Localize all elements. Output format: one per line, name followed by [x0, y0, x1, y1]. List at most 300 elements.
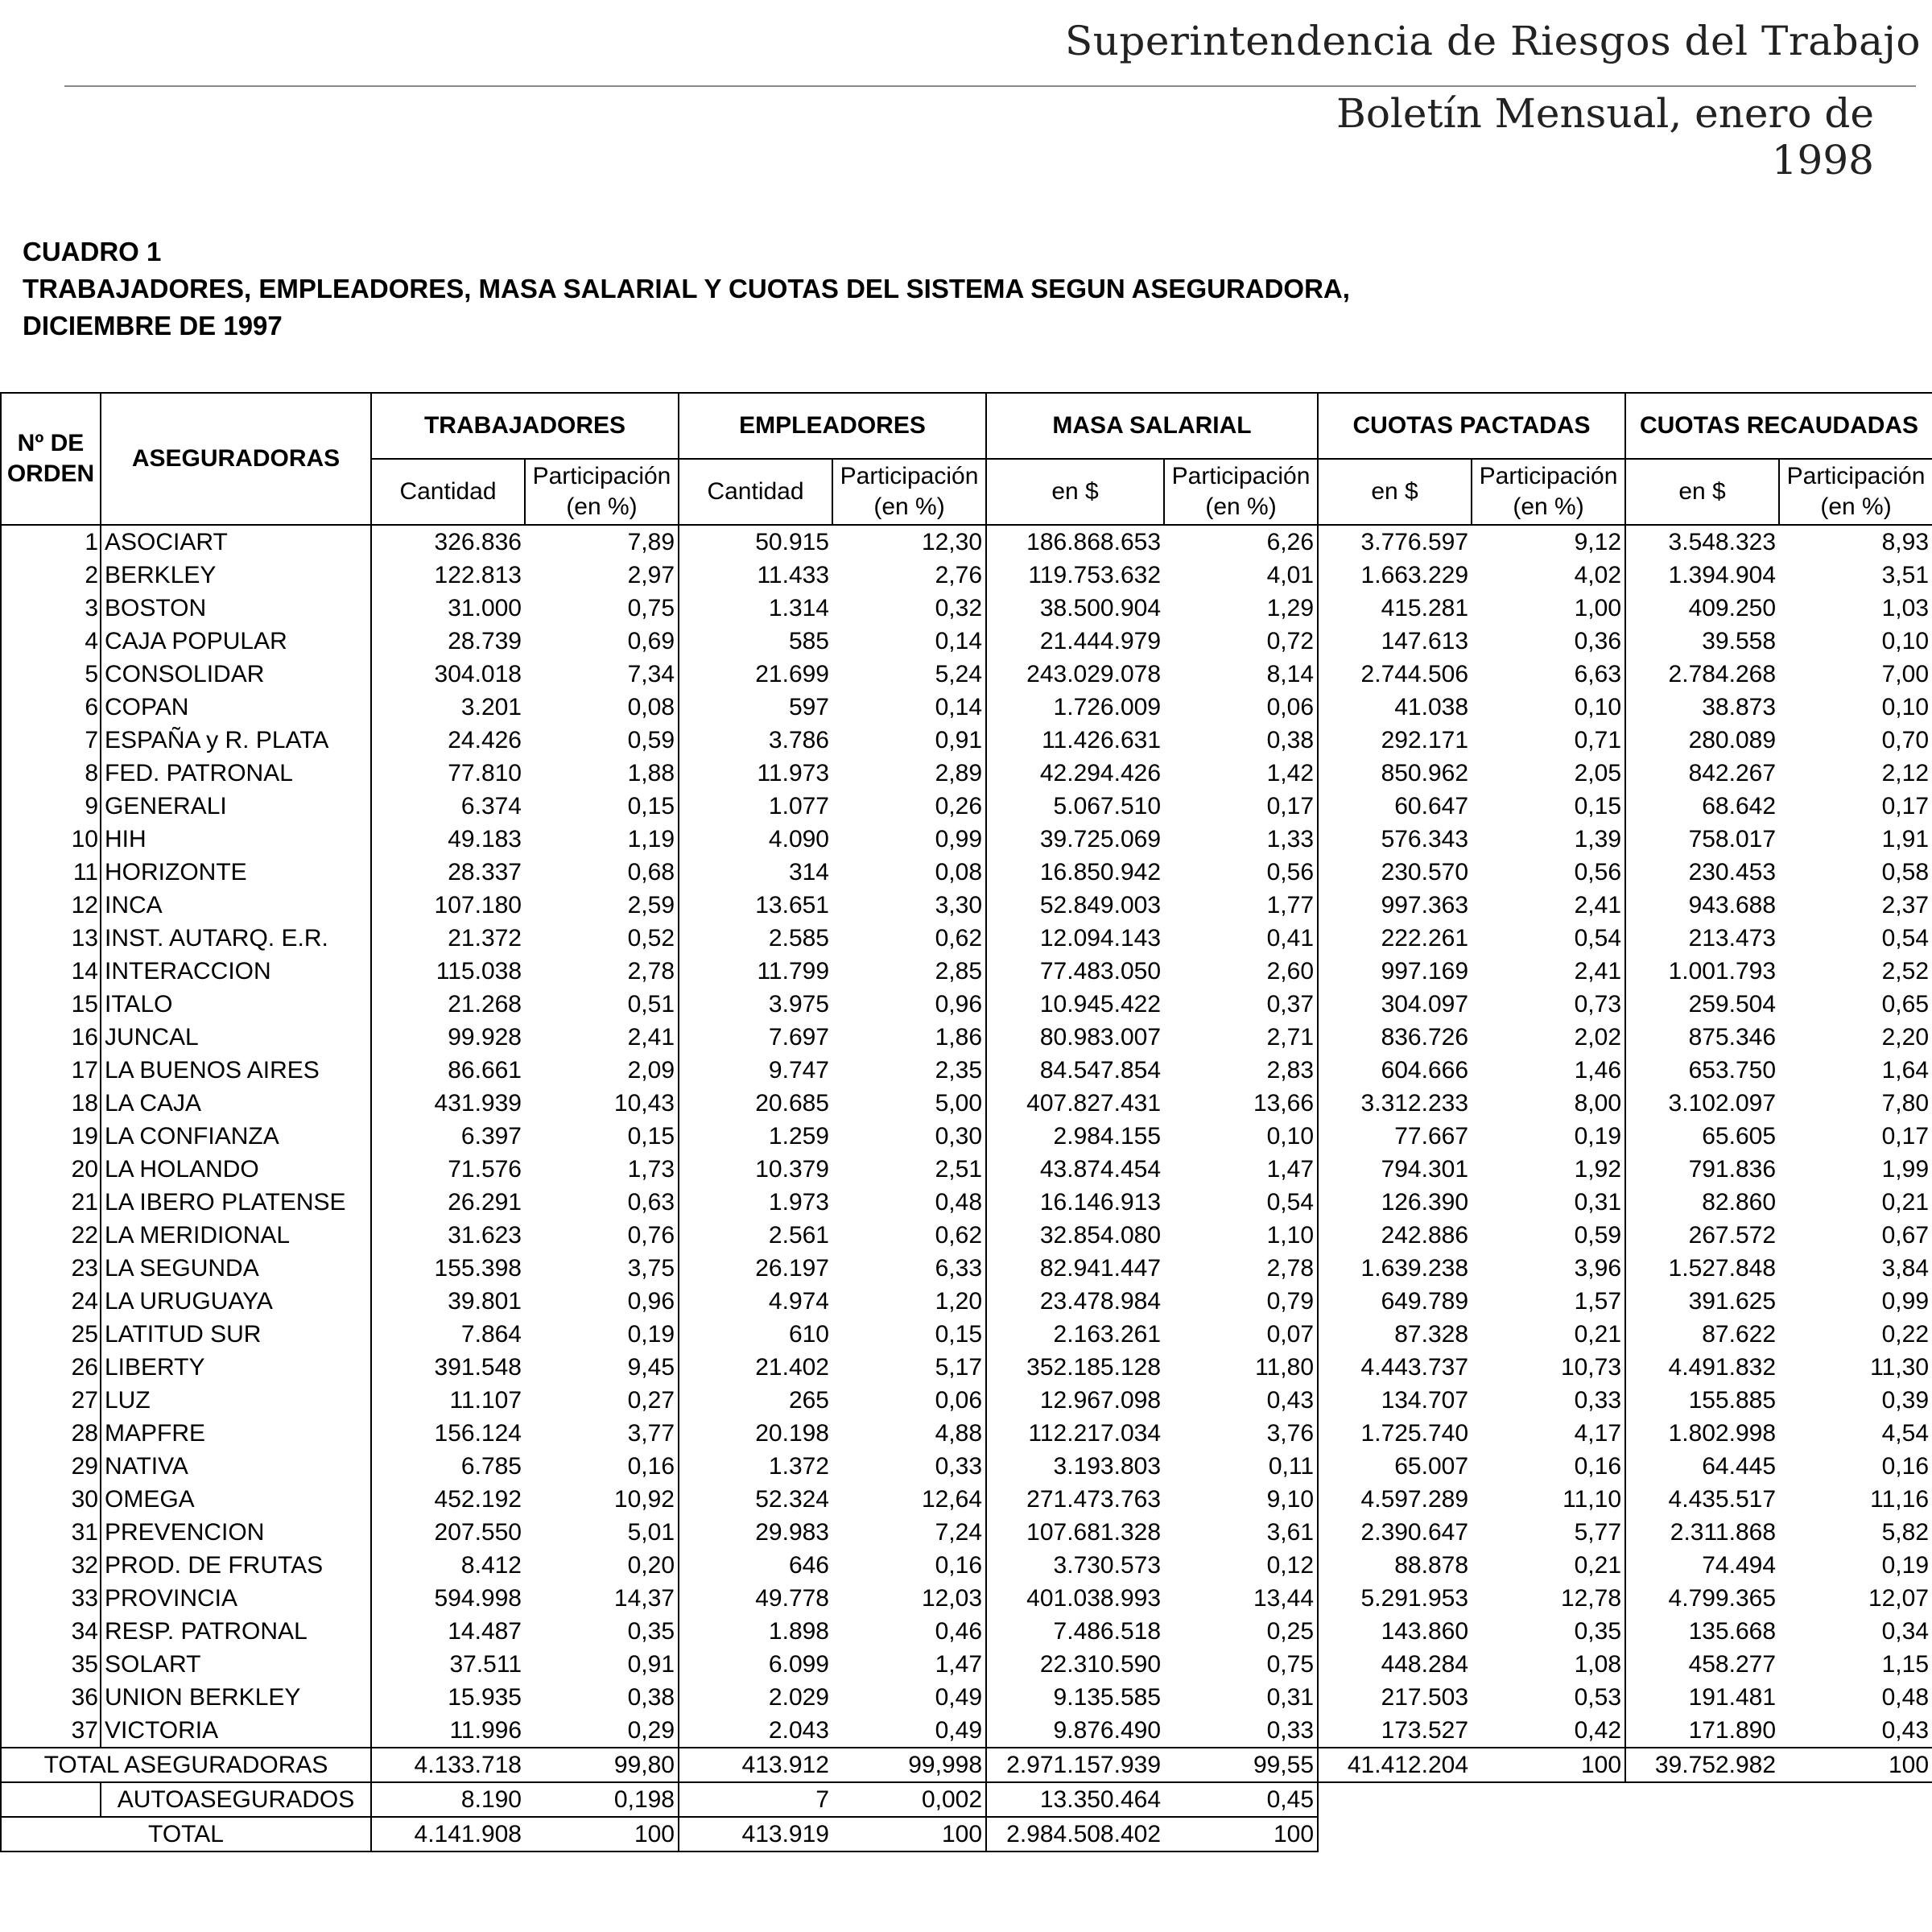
cell-cuotas-pactadas-participacion: 12,78: [1472, 1582, 1625, 1615]
cell-trabajadores-cantidad: 156.124: [434, 1420, 522, 1447]
cell-empleadores-cantidad: 646: [788, 1552, 829, 1579]
cell-aseguradora: BOSTON: [101, 592, 371, 625]
cell-masa-salarial-participacion: 1,77: [1164, 889, 1318, 922]
cell-empleadores-participacion: 5,00: [832, 1087, 986, 1120]
cell-masa-salarial-participacion: 0,56: [1164, 856, 1318, 889]
cell-cuotas-recaudadas-participacion: 7,00: [1779, 658, 1932, 691]
table-row: [1, 559, 1932, 592]
cell-cuotas-pactadas-participacion: 0,54: [1472, 922, 1625, 955]
cell-cuotas-pactadas-participacion: 0,33: [1472, 1384, 1625, 1417]
cell-empleadores-cantidad: 3.975: [768, 991, 829, 1018]
cell-cuotas-pactadas-pesos: 5.291.953: [1360, 1585, 1469, 1612]
cell-aseguradora: ESPAÑA y R. PLATA: [101, 724, 371, 757]
cell-trabajadores-cantidad: 77.810: [448, 760, 522, 786]
cell-aseguradora: INCA: [101, 889, 371, 922]
cell-empleadores-participacion: 0,46: [832, 1615, 986, 1648]
cell-cuotas-recaudadas-participacion: 3,51: [1779, 559, 1932, 592]
subheader-participacion-line-1: Participación: [1479, 463, 1618, 489]
cell-masa-salarial-pesos: 3.730.573: [1053, 1552, 1162, 1579]
cell-trabajadores-participacion: 7,34: [525, 658, 679, 691]
cell-empleadores-participacion: 5,24: [832, 658, 986, 691]
cell-cuotas-pactadas-participacion: 2,41: [1472, 955, 1625, 988]
table-title-line-2: DICIEMBRE DE 1997: [23, 311, 283, 341]
cell-cuotas-pactadas-pesos: 1.639.238: [1360, 1255, 1469, 1282]
cell-empleadores-participacion: 0,32: [832, 592, 986, 625]
cell-trabajadores-cantidad: 8.412: [460, 1552, 522, 1579]
cell-cuotas-pactadas-participacion: 1,39: [1472, 823, 1625, 856]
cell-cuotas-pactadas-pesos: 4.443.737: [1360, 1354, 1469, 1381]
cell-masa-salarial-pesos: 77.483.050: [1039, 958, 1162, 985]
cell-cuotas-pactadas-pesos: 173.527: [1381, 1717, 1469, 1744]
cell-trabajadores-participacion: 2,78: [525, 955, 679, 988]
table-row: [1, 955, 1932, 988]
cell-empleadores-participacion: 5,17: [832, 1351, 986, 1384]
cell-masa-salarial-participacion: 0,41: [1164, 922, 1318, 955]
cell-empleadores-participacion: 0,33: [832, 1450, 986, 1483]
cell-cuotas-pactadas-participacion: 4,17: [1472, 1417, 1625, 1450]
cell-trabajadores-participacion: 0,35: [525, 1615, 679, 1648]
total-cell: 413.919: [679, 1817, 832, 1852]
header-masa-salarial: MASA SALARIAL: [986, 393, 1318, 459]
cell-empleadores-cantidad: 585: [788, 628, 829, 654]
cell-cuotas-pactadas-pesos: 222.261: [1381, 925, 1469, 952]
cell-cuotas-recaudadas-pesos: 3.102.097: [1668, 1090, 1777, 1117]
cell-empleadores-participacion: 0,62: [832, 1219, 986, 1252]
table-row: [1, 823, 1932, 856]
table-row: [1, 1219, 1932, 1252]
cell-aseguradora: VICTORIA: [101, 1714, 371, 1748]
cell-empleadores-participacion: 0,06: [832, 1384, 986, 1417]
cell-cuotas-recaudadas-participacion: 0,17: [1779, 1120, 1932, 1153]
cell-empleadores-participacion: 0,15: [832, 1318, 986, 1351]
cell-masa-salarial-participacion: 1,42: [1164, 757, 1318, 790]
cell-masa-salarial-participacion: 0,43: [1164, 1384, 1318, 1417]
cell-empleadores-participacion: 0,14: [832, 691, 986, 724]
cell-empleadores-participacion: 0,49: [832, 1681, 986, 1714]
cell-orden: 15: [1, 988, 101, 1021]
table-row: [1, 1384, 1932, 1417]
cell-cuotas-recaudadas-pesos: 1.001.793: [1668, 958, 1777, 985]
cell-empleadores-participacion: 0,62: [832, 922, 986, 955]
cell-trabajadores-participacion: 0,96: [525, 1285, 679, 1318]
cell-orden: 6: [1, 691, 101, 724]
cell-cuotas-pactadas-pesos: 415.281: [1381, 595, 1469, 621]
cell-cuotas-pactadas-pesos: 448.284: [1381, 1651, 1469, 1678]
cell-masa-salarial-pesos: 11.426.631: [1042, 727, 1162, 753]
cell-trabajadores-participacion: 0,27: [525, 1384, 679, 1417]
cell-cuotas-pactadas-participacion: 8,00: [1472, 1087, 1625, 1120]
cell-cuotas-recaudadas-participacion: 1,64: [1779, 1054, 1932, 1087]
cell-orden: 17: [1, 1054, 101, 1087]
table-title-line-1: TRABAJADORES, EMPLEADORES, MASA SALARIAL Y CUOTAS DEL SISTEMA SEGUN ASEGURADORA,: [23, 274, 1350, 303]
table-row: [1, 1153, 1932, 1186]
table-row: [1, 922, 1932, 955]
table-row: [1, 1120, 1932, 1153]
cell-trabajadores-cantidad: 49.183: [448, 826, 522, 852]
cell-empleadores-cantidad: 10.379: [755, 1156, 829, 1183]
table-row: [1, 1285, 1932, 1318]
cell-trabajadores-cantidad: 14.487: [448, 1618, 522, 1645]
cell-cuotas-recaudadas-participacion: 0,10: [1779, 625, 1932, 658]
cell-masa-salarial-pesos: 186.868.653: [1026, 529, 1162, 555]
cell-trabajadores-cantidad: 15.935: [448, 1684, 522, 1711]
cell-aseguradora: LIBERTY: [101, 1351, 371, 1384]
cell-cuotas-recaudadas-pesos: 1.527.848: [1668, 1255, 1777, 1282]
cell-masa-salarial-participacion: 3,61: [1164, 1516, 1318, 1549]
cell-masa-salarial-pesos: 84.547.854: [1039, 1057, 1162, 1084]
header-orden: [1, 393, 101, 525]
cell-aseguradora: LATITUD SUR: [101, 1318, 371, 1351]
cell-masa-salarial-participacion: 6,26: [1164, 525, 1318, 559]
cell-cuotas-pactadas-pesos: 126.390: [1381, 1189, 1469, 1216]
cell-trabajadores-cantidad: 6.785: [460, 1453, 522, 1480]
cell-aseguradora: COPAN: [101, 691, 371, 724]
cell-trabajadores-cantidad: 304.018: [434, 661, 522, 687]
cell-masa-salarial-participacion: 2,83: [1164, 1054, 1318, 1087]
cell-cuotas-pactadas-participacion: 1,92: [1472, 1153, 1625, 1186]
cell-empleadores-cantidad: 610: [788, 1321, 829, 1348]
subheader-participacion-line-2: (en %): [873, 493, 945, 520]
table-row: [1, 1516, 1932, 1549]
table-row: [1, 856, 1932, 889]
cell-empleadores-participacion: 0,96: [832, 988, 986, 1021]
cell-orden: 33: [1, 1582, 101, 1615]
cell-aseguradora: LA HOLANDO: [101, 1153, 371, 1186]
cell-masa-salarial-pesos: 16.850.942: [1039, 859, 1162, 886]
cell-trabajadores-cantidad: 24.426: [448, 727, 522, 753]
cell-cuotas-recaudadas-pesos: 267.572: [1688, 1222, 1777, 1249]
cell-cuotas-recaudadas-participacion: 2,37: [1779, 889, 1932, 922]
table-row: [1, 1054, 1932, 1087]
cell-empleadores-participacion: 12,64: [832, 1483, 986, 1516]
cell-cuotas-recaudadas-participacion: 0,67: [1779, 1219, 1932, 1252]
cell-empleadores-participacion: 0,26: [832, 790, 986, 823]
cell-aseguradora: LA SEGUNDA: [101, 1252, 371, 1285]
cell-cuotas-pactadas-participacion: 6,63: [1472, 658, 1625, 691]
cell-trabajadores-cantidad: 155.398: [434, 1255, 522, 1282]
cell-trabajadores-cantidad: 99.928: [448, 1024, 522, 1051]
total-cell: 0,45: [1164, 1782, 1318, 1817]
cell-masa-salarial-pesos: 1.726.009: [1053, 694, 1162, 720]
cell-cuotas-recaudadas-pesos: 191.481: [1688, 1684, 1777, 1711]
cell-trabajadores-cantidad: 11.107: [449, 1387, 522, 1414]
cell-trabajadores-cantidad: 21.372: [448, 925, 522, 952]
cell-cuotas-pactadas-pesos: 649.789: [1381, 1288, 1469, 1315]
cell-empleadores-participacion: 0,48: [832, 1186, 986, 1219]
cell-trabajadores-participacion: 1,88: [525, 757, 679, 790]
total-cell: 100: [832, 1817, 986, 1852]
cell-masa-salarial-pesos: 16.146.913: [1039, 1189, 1162, 1216]
cell-masa-salarial-participacion: 0,07: [1164, 1318, 1318, 1351]
cell-masa-salarial-pesos: 107.681.328: [1026, 1519, 1162, 1546]
cell-orden: 4: [1, 625, 101, 658]
cell-cuotas-pactadas-pesos: 4.597.289: [1360, 1486, 1469, 1513]
cell-trabajadores-participacion: 9,45: [525, 1351, 679, 1384]
cell-trabajadores-cantidad: 28.739: [448, 628, 522, 654]
cell-trabajadores-participacion: 0,15: [525, 790, 679, 823]
cell-empleadores-participacion: 3,30: [832, 889, 986, 922]
bulletin-line-2: 1998: [1771, 137, 1874, 184]
cell-aseguradora: RESP. PATRONAL: [101, 1615, 371, 1648]
header-empleadores: EMPLEADORES: [679, 393, 986, 459]
cell-empleadores-cantidad: 2.043: [768, 1717, 829, 1744]
cell-empleadores-cantidad: 314: [788, 859, 829, 886]
cell-cuotas-pactadas-participacion: 2,02: [1472, 1021, 1625, 1054]
cell-cuotas-pactadas-participacion: 0,42: [1472, 1714, 1625, 1748]
cell-orden: 1: [1, 525, 101, 559]
cell-aseguradora: ASOCIART: [101, 525, 371, 559]
cell-cuotas-pactadas-pesos: 2.390.647: [1360, 1519, 1469, 1546]
cell-cuotas-recaudadas-participacion: 0,39: [1779, 1384, 1932, 1417]
cell-cuotas-pactadas-participacion: 2,41: [1472, 889, 1625, 922]
cell-cuotas-pactadas-participacion: 0,21: [1472, 1549, 1625, 1582]
subheader-participacion-line-2: (en %): [566, 493, 638, 520]
insurers-table: [0, 392, 1932, 1852]
cell-empleadores-participacion: 0,08: [832, 856, 986, 889]
cell-masa-salarial-pesos: 52.849.003: [1039, 892, 1162, 919]
table-row: [1, 1318, 1932, 1351]
cell-trabajadores-participacion: 2,59: [525, 889, 679, 922]
cell-cuotas-recaudadas-pesos: 68.642: [1702, 793, 1777, 819]
table-row: [1, 1714, 1932, 1748]
table-row: [1, 1549, 1932, 1582]
cell-cuotas-pactadas-pesos: 3.312.233: [1360, 1090, 1469, 1117]
cell-cuotas-pactadas-pesos: 1.663.229: [1360, 562, 1469, 588]
cell-cuotas-recaudadas-participacion: 4,54: [1779, 1417, 1932, 1450]
cell-cuotas-recaudadas-participacion: 0,34: [1779, 1615, 1932, 1648]
cell-orden: 13: [1, 922, 101, 955]
total-cell: 99,80: [525, 1748, 679, 1782]
total-cell: 8.190: [371, 1782, 525, 1817]
cell-orden: 7: [1, 724, 101, 757]
cell-cuotas-recaudadas-pesos: 3.548.323: [1668, 529, 1777, 555]
table-row: [1, 1450, 1932, 1483]
cell-cuotas-recaudadas-participacion: 0,16: [1779, 1450, 1932, 1483]
total-cell: 13.350.464: [986, 1782, 1164, 1817]
cell-empleadores-cantidad: 4.090: [768, 826, 829, 852]
table-row: [1, 1186, 1932, 1219]
table-row: [1, 1582, 1932, 1615]
cell-trabajadores-participacion: 2,97: [525, 559, 679, 592]
cell-trabajadores-cantidad: 594.998: [434, 1585, 522, 1612]
cell-cuotas-recaudadas-pesos: 82.860: [1702, 1189, 1777, 1216]
cell-masa-salarial-participacion: 11,80: [1164, 1351, 1318, 1384]
total-cell: 7: [679, 1782, 832, 1817]
cell-empleadores-participacion: 2,85: [832, 955, 986, 988]
cell-orden: 36: [1, 1681, 101, 1714]
cell-orden: 21: [1, 1186, 101, 1219]
cell-cuotas-recaudadas-participacion: 2,52: [1779, 955, 1932, 988]
cell-empleadores-participacion: 1,20: [832, 1285, 986, 1318]
cell-empleadores-participacion: 0,16: [832, 1549, 986, 1582]
cell-cuotas-pactadas-pesos: 576.343: [1381, 826, 1469, 852]
cell-trabajadores-participacion: 0,69: [525, 625, 679, 658]
cell-orden: 16: [1, 1021, 101, 1054]
cell-cuotas-recaudadas-pesos: 87.622: [1702, 1321, 1777, 1348]
cell-orden: 24: [1, 1285, 101, 1318]
cell-aseguradora: INST. AUTARQ. E.R.: [101, 922, 371, 955]
total-cell: 0,002: [832, 1782, 986, 1817]
cell-empleadores-cantidad: 20.198: [755, 1420, 829, 1447]
table-row: [1, 525, 1932, 559]
header-aseguradoras: ASEGURADORAS: [101, 393, 371, 525]
subheader-participacion: [1779, 459, 1932, 525]
cell-empleadores-cantidad: 21.699: [755, 661, 829, 687]
cell-aseguradora: UNION BERKLEY: [101, 1681, 371, 1714]
cell-empleadores-cantidad: 49.778: [755, 1585, 829, 1612]
cell-cuotas-recaudadas-pesos: 875.346: [1688, 1024, 1777, 1051]
cell-cuotas-pactadas-participacion: 9,12: [1472, 525, 1625, 559]
subheader-participacion: [1164, 459, 1318, 525]
cell-aseguradora: JUNCAL: [101, 1021, 371, 1054]
cell-aseguradora: GENERALI: [101, 790, 371, 823]
cell-trabajadores-cantidad: 122.813: [434, 562, 522, 588]
total-cell: 2.971.157.939: [986, 1748, 1164, 1782]
cell-empleadores-participacion: 6,33: [832, 1252, 986, 1285]
cell-masa-salarial-participacion: 0,31: [1164, 1681, 1318, 1714]
cell-orden: 3: [1, 592, 101, 625]
cell-cuotas-pactadas-pesos: 604.666: [1381, 1057, 1469, 1084]
cell-cuotas-recaudadas-pesos: 4.799.365: [1668, 1585, 1777, 1612]
cell-masa-salarial-pesos: 80.983.007: [1039, 1024, 1162, 1051]
cell-cuotas-recaudadas-participacion: 12,07: [1779, 1582, 1932, 1615]
table-row: [1, 889, 1932, 922]
cell-masa-salarial-pesos: 407.827.431: [1026, 1090, 1162, 1117]
subheader-participacion-line-2: (en %): [1205, 493, 1277, 520]
cell-aseguradora: OMEGA: [101, 1483, 371, 1516]
cell-cuotas-recaudadas-pesos: 842.267: [1688, 760, 1777, 786]
subheader-cantidad: Cantidad: [679, 459, 832, 525]
cell-orden: 9: [1, 790, 101, 823]
cell-orden: 28: [1, 1417, 101, 1450]
bulletin-date: [1336, 90, 1874, 184]
cell-cuotas-recaudadas-participacion: 0,54: [1779, 922, 1932, 955]
cell-masa-salarial-pesos: 401.038.993: [1026, 1585, 1162, 1612]
cell-cuotas-pactadas-participacion: 0,19: [1472, 1120, 1625, 1153]
cell-orden: 5: [1, 658, 101, 691]
table-row: [1, 625, 1932, 658]
cell-trabajadores-participacion: 3,77: [525, 1417, 679, 1450]
table-row: [1, 1648, 1932, 1681]
cell-masa-salarial-participacion: 1,33: [1164, 823, 1318, 856]
table-row: [1, 1615, 1932, 1648]
cell-cuotas-pactadas-pesos: 3.776.597: [1360, 529, 1469, 555]
cell-cuotas-pactadas-participacion: 0,36: [1472, 625, 1625, 658]
cell-cuotas-recaudadas-participacion: 0,70: [1779, 724, 1932, 757]
cell-cuotas-recaudadas-pesos: 65.605: [1702, 1123, 1777, 1150]
cell-empleadores-cantidad: 6.099: [768, 1651, 829, 1678]
cell-masa-salarial-pesos: 43.874.454: [1039, 1156, 1162, 1183]
cell-cuotas-recaudadas-pesos: 280.089: [1688, 727, 1777, 753]
cell-empleadores-cantidad: 50.915: [755, 529, 829, 555]
total-aseguradoras-row: [1, 1748, 1932, 1782]
cell-trabajadores-cantidad: 21.268: [448, 991, 522, 1018]
cell-trabajadores-participacion: 0,15: [525, 1120, 679, 1153]
cell-cuotas-recaudadas-pesos: 409.250: [1688, 595, 1777, 621]
table-row: [1, 1252, 1932, 1285]
cell-empleadores-cantidad: 11.799: [757, 958, 829, 985]
cell-aseguradora: INTERACCION: [101, 955, 371, 988]
cell-trabajadores-cantidad: 326.836: [434, 529, 522, 555]
cell-empleadores-cantidad: 11.973: [757, 760, 829, 786]
cell-cuotas-recaudadas-participacion: 0,19: [1779, 1549, 1932, 1582]
table-row: [1, 1351, 1932, 1384]
cell-trabajadores-cantidad: 31.000: [448, 595, 522, 621]
cell-aseguradora: LA URUGUAYA: [101, 1285, 371, 1318]
cell-empleadores-cantidad: 2.029: [768, 1684, 829, 1711]
subheader-en-pesos: en $: [1318, 459, 1472, 525]
cell-cuotas-pactadas-participacion: 1,46: [1472, 1054, 1625, 1087]
cell-aseguradora: CAJA POPULAR: [101, 625, 371, 658]
cell-masa-salarial-pesos: 12.094.143: [1039, 925, 1162, 952]
cell-trabajadores-participacion: 0,91: [525, 1648, 679, 1681]
cell-masa-salarial-participacion: 0,72: [1164, 625, 1318, 658]
cell-trabajadores-participacion: 0,29: [525, 1714, 679, 1748]
cell-trabajadores-cantidad: 31.623: [448, 1222, 522, 1249]
cell-aseguradora: HIH: [101, 823, 371, 856]
cell-cuotas-pactadas-pesos: 65.007: [1394, 1453, 1469, 1480]
cell-cuotas-recaudadas-pesos: 135.668: [1688, 1618, 1777, 1645]
cell-masa-salarial-participacion: 0,06: [1164, 691, 1318, 724]
cell-trabajadores-participacion: 2,41: [525, 1021, 679, 1054]
cell-empleadores-participacion: 4,88: [832, 1417, 986, 1450]
cell-masa-salarial-participacion: 0,11: [1164, 1450, 1318, 1483]
cell-aseguradora: LA CONFIANZA: [101, 1120, 371, 1153]
cell-empleadores-participacion: 0,49: [832, 1714, 986, 1748]
cell-orden: 37: [1, 1714, 101, 1748]
table-row: [1, 724, 1932, 757]
cell-empleadores-cantidad: 13.651: [755, 892, 829, 919]
cell-trabajadores-participacion: 0,38: [525, 1681, 679, 1714]
autoasegurados-row: [1, 1782, 1932, 1817]
cell-empleadores-participacion: 2,51: [832, 1153, 986, 1186]
cell-aseguradora: LA IBERO PLATENSE: [101, 1186, 371, 1219]
cell-masa-salarial-pesos: 38.500.904: [1039, 595, 1162, 621]
cell-trabajadores-cantidad: 452.192: [434, 1486, 522, 1513]
cell-cuotas-recaudadas-pesos: 4.491.832: [1668, 1354, 1777, 1381]
cell-cuotas-recaudadas-pesos: 943.688: [1688, 892, 1777, 919]
cell-cuotas-recaudadas-participacion: 3,84: [1779, 1252, 1932, 1285]
subheader-participacion-line-1: Participación: [532, 463, 671, 489]
cell-empleadores-cantidad: 1.077: [768, 793, 829, 819]
total-cell: 99,998: [832, 1748, 986, 1782]
cell-trabajadores-cantidad: 3.201: [460, 694, 522, 720]
cell-masa-salarial-pesos: 82.941.447: [1039, 1255, 1162, 1282]
cell-empleadores-participacion: 0,91: [832, 724, 986, 757]
total-aseguradoras-label: TOTAL ASEGURADORAS: [1, 1748, 371, 1782]
cell-cuotas-pactadas-participacion: 0,31: [1472, 1186, 1625, 1219]
cell-masa-salarial-pesos: 21.444.979: [1039, 628, 1162, 654]
cell-empleadores-participacion: 2,35: [832, 1054, 986, 1087]
table-code: CUADRO 1: [23, 237, 162, 266]
total-cell: 2.984.508.402: [986, 1817, 1164, 1852]
cell-trabajadores-cantidad: 11.996: [449, 1717, 522, 1744]
cell-trabajadores-cantidad: 26.291: [448, 1189, 522, 1216]
cell-cuotas-pactadas-pesos: 292.171: [1381, 727, 1469, 753]
header-cuotas-pactadas: CUOTAS PACTADAS: [1318, 393, 1625, 459]
cell-cuotas-recaudadas-pesos: 2.784.268: [1668, 661, 1777, 687]
cell-empleadores-cantidad: 1.314: [768, 595, 829, 621]
cell-cuotas-recaudadas-participacion: 0,58: [1779, 856, 1932, 889]
cell-aseguradora: SOLART: [101, 1648, 371, 1681]
cell-trabajadores-cantidad: 107.180: [434, 892, 522, 919]
cell-aseguradora: LUZ: [101, 1384, 371, 1417]
cell-trabajadores-cantidad: 7.864: [460, 1321, 522, 1348]
cell-trabajadores-participacion: 0,52: [525, 922, 679, 955]
cell-cuotas-pactadas-participacion: 1,57: [1472, 1285, 1625, 1318]
cell-orden: 32: [1, 1549, 101, 1582]
cell-masa-salarial-pesos: 12.967.098: [1039, 1387, 1162, 1414]
